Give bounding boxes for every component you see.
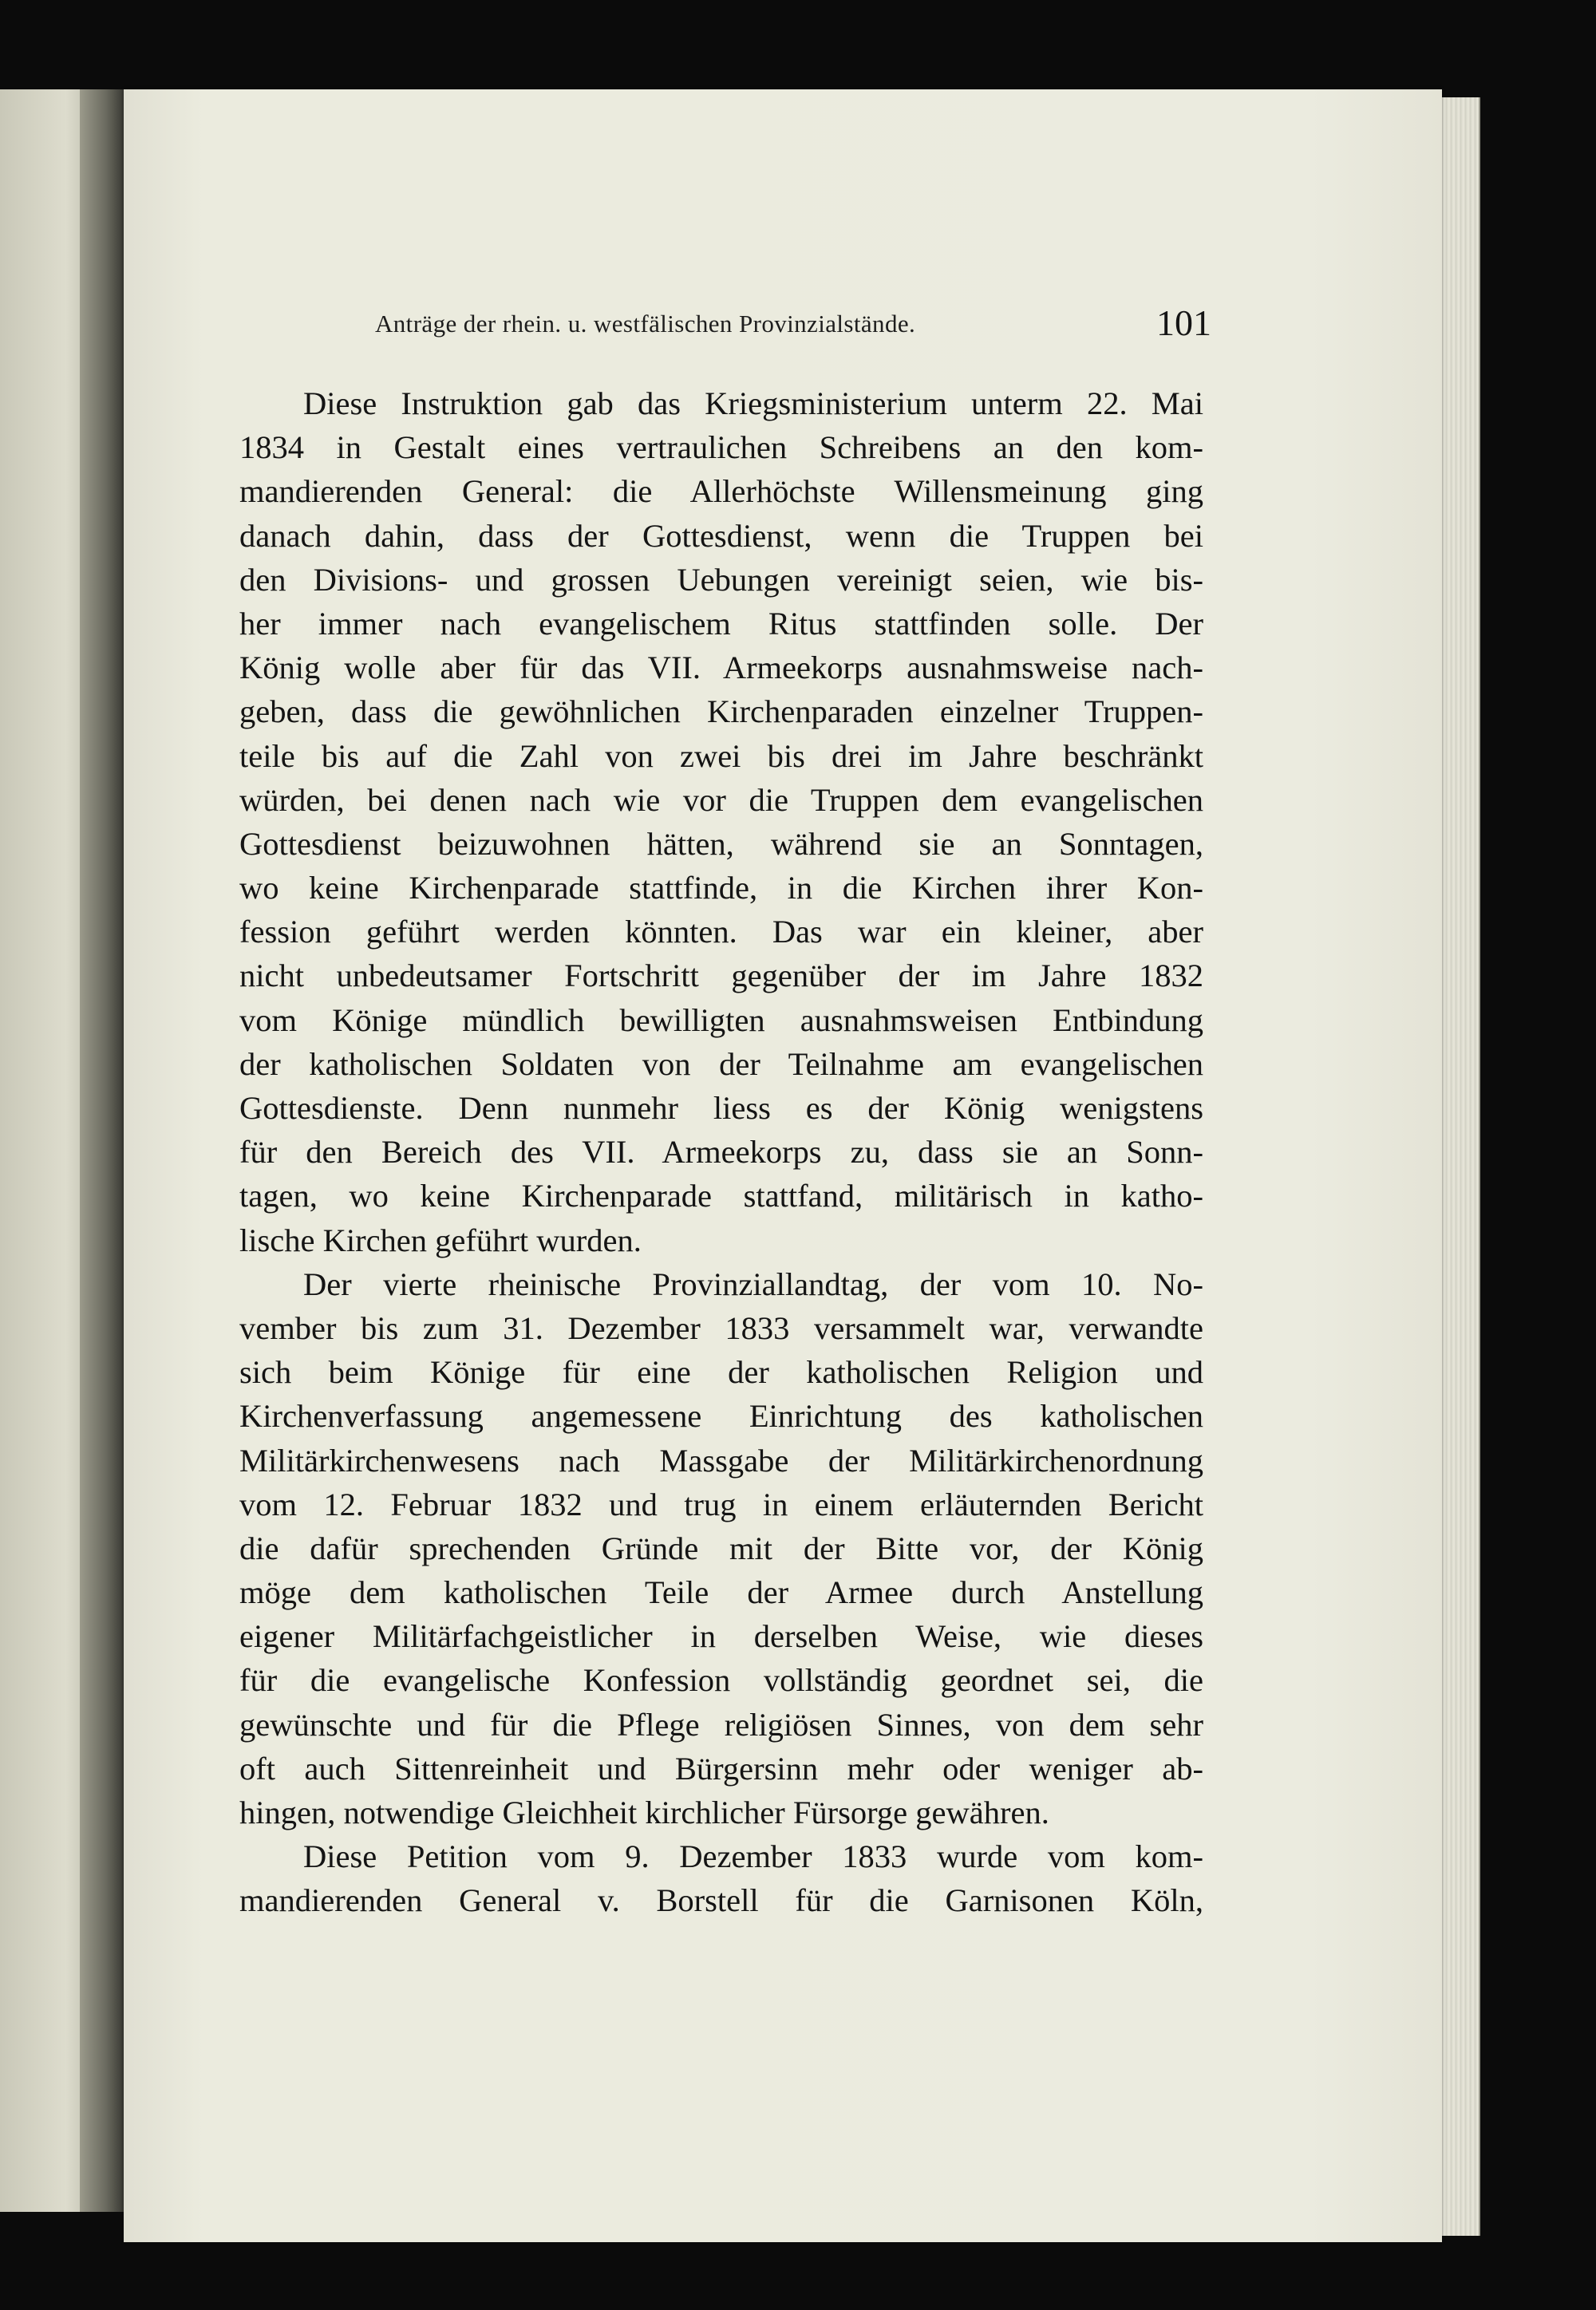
text-line: möge dem katholischen Teile der Armee durch Anstellung bbox=[239, 1574, 1203, 1611]
paragraph bbox=[239, 1834, 1203, 1922]
paragraph bbox=[239, 381, 1203, 1262]
text-line: fession geführt werden könnten. Das war ein kleiner, aber bbox=[239, 914, 1203, 950]
paragraph bbox=[239, 1262, 1203, 1834]
text-line: vom Könige mündlich bewilligten ausnahmsweisen Entbindung bbox=[239, 1001, 1203, 1038]
text-line: wo keine Kirchenparade stattfinde, in die Kirchen ihrer Kon- bbox=[239, 870, 1203, 906]
body-text bbox=[239, 381, 1203, 1923]
text-line: für die evangelische Konfession vollständig geordnet sei, die bbox=[239, 1662, 1203, 1699]
text-line: Diese Petition vom 9. Dezember 1833 wurde vom kom- bbox=[303, 1838, 1203, 1875]
text-line: danach dahin, dass der Gottesdienst, wenn die Truppen bei bbox=[239, 517, 1203, 554]
page-number: 101 bbox=[1156, 302, 1211, 343]
text-line: 1834 in Gestalt eines vertraulichen Schreibens an den kom- bbox=[239, 429, 1203, 466]
text-line: sich beim Könige für eine der katholischen Religion und bbox=[239, 1354, 1203, 1391]
text-line: für den Bereich des VII. Armeekorps zu, dass sie an Sonn- bbox=[239, 1134, 1203, 1171]
text-line: vom 12. Februar 1832 und trug in einem erläuternden Bericht bbox=[239, 1486, 1203, 1522]
text-line: der katholischen Soldaten von der Teilnahme am evangelischen bbox=[239, 1045, 1203, 1082]
text-line: teile bis auf die Zahl von zwei bis drei im Jahre beschränkt bbox=[239, 737, 1203, 774]
running-head: Anträge der rhein. u. westfälischen Provinzialstände. bbox=[375, 310, 916, 338]
text-line: lische Kirchen geführt wurden. bbox=[239, 1222, 642, 1258]
text-line: her immer nach evangelischem Ritus stattfinden solle. Der bbox=[239, 605, 1203, 642]
page-header bbox=[375, 302, 1211, 349]
text-line: gewünschte und für die Pflege religiösen Sinnes, von dem sehr bbox=[239, 1706, 1203, 1743]
text-line: nicht unbedeutsamer Fortschritt gegenüber der im Jahre 1832 bbox=[239, 958, 1203, 994]
text-line: Der vierte rheinische Provinziallandtag, der vom 10. No- bbox=[303, 1266, 1203, 1302]
text-line: geben, dass die gewöhnlichen Kirchenparaden einzelner Truppen- bbox=[239, 693, 1203, 730]
text-line: würden, bei denen nach wie vor die Truppen dem evangelischen bbox=[239, 781, 1203, 818]
book-gutter bbox=[80, 89, 124, 2212]
text-line: Diese Instruktion gab das Kriegsministerium unterm 22. Mai bbox=[303, 385, 1203, 421]
text-line: oft auch Sittenreinheit und Bürgersinn mehr oder weniger ab- bbox=[239, 1750, 1203, 1787]
text-line: vember bis zum 31. Dezember 1833 versammelt war, verwandte bbox=[239, 1309, 1203, 1346]
text-line: hingen, notwendige Gleichheit kirchlicher Fürsorge gewähren. bbox=[239, 1795, 1049, 1830]
text-line: Gottesdienste. Denn nunmehr liess es der König wenigstens bbox=[239, 1090, 1203, 1126]
text-line: König wolle aber für das VII. Armeekorps ausnahmsweise nach- bbox=[239, 650, 1203, 686]
text-line: eigener Militärfachgeistlicher in derselben Weise, wie dieses bbox=[239, 1618, 1203, 1655]
text-line: Gottesdienst beizuwohnen hätten, während sie an Sonntagen, bbox=[239, 825, 1203, 862]
text-line: Kirchenverfassung angemessene Einrichtung des katholischen bbox=[239, 1398, 1203, 1435]
text-line: mandierenden General: die Allerhöchste Willensmeinung ging bbox=[239, 473, 1203, 510]
text-line: mandierenden General v. Borstell für die Garnisonen Köln, bbox=[239, 1882, 1203, 1919]
text-line: Militärkirchenwesens nach Massgabe der Militärkirchenordnung bbox=[239, 1442, 1203, 1479]
text-line: tagen, wo keine Kirchenparade stattfand, militärisch in katho- bbox=[239, 1178, 1203, 1214]
text-line: den Divisions- und grossen Uebungen vereinigt seien, wie bis- bbox=[239, 561, 1203, 598]
text-line: die dafür sprechenden Gründe mit der Bitte vor, der König bbox=[239, 1530, 1203, 1566]
